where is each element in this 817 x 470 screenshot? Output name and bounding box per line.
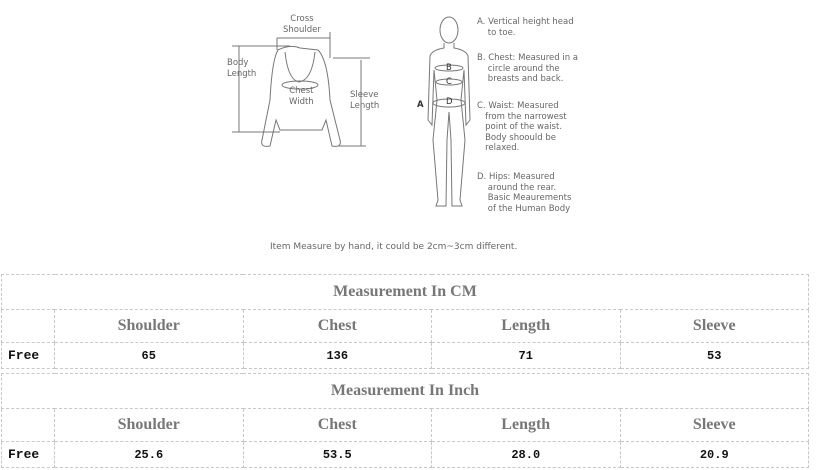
table-row [2, 343, 809, 369]
inch-table [1, 373, 809, 468]
table-row [2, 442, 809, 468]
header-shoulder: Shoulder [55, 310, 244, 343]
empty-cell [2, 310, 55, 343]
body-head [440, 17, 458, 43]
point-b: B [446, 63, 452, 73]
empty-cell [2, 409, 55, 442]
cross-shoulder-label: Cross Shoulder [283, 14, 321, 35]
header-sleeve: Sleeve [620, 409, 809, 442]
header-length: Length [432, 409, 621, 442]
desc-c: C. Waist: Measured from the narrowest point of the waist. Body shoould be relaxed. [477, 101, 567, 153]
header-length: Length [432, 310, 621, 343]
measure-note: Item Measure by hand, it could be 2cm~3cm different. [270, 242, 518, 252]
table-title: Measurement In Inch [2, 374, 809, 409]
size-cell: Free [2, 442, 55, 468]
point-d: D [446, 97, 453, 107]
shoulder-value: 65 [55, 343, 244, 369]
sleeve-value: 53 [620, 343, 809, 369]
sleeve-length-label: Sleeve Length [350, 90, 380, 111]
point-c: C [446, 77, 452, 87]
body-length-label: Body Length [227, 58, 257, 79]
desc-d: D. Hips: Measured around the rear. Basic Meaurements of the Human Body [477, 172, 572, 214]
header-chest: Chest [243, 310, 432, 343]
length-value: 71 [432, 343, 621, 369]
cm-table [1, 274, 809, 369]
shoulder-value: 25.6 [55, 442, 244, 468]
size-cell: Free [2, 343, 55, 369]
length-value: 28.0 [432, 442, 621, 468]
header-shoulder: Shoulder [55, 409, 244, 442]
chest-width-label: Chest Width [289, 86, 314, 107]
header-sleeve: Sleeve [620, 310, 809, 343]
desc-b: B. Chest: Measured in a circle around the breasts and back. [477, 53, 578, 84]
size-diagram [200, 0, 600, 260]
sleeve-value: 20.9 [620, 442, 809, 468]
table-title: Measurement In CM [2, 275, 809, 310]
header-chest: Chest [243, 409, 432, 442]
point-a: A [417, 100, 424, 110]
chest-value: 53.5 [243, 442, 432, 468]
desc-a: A. Vertical height head to toe. [477, 17, 574, 38]
chest-value: 136 [243, 343, 432, 369]
